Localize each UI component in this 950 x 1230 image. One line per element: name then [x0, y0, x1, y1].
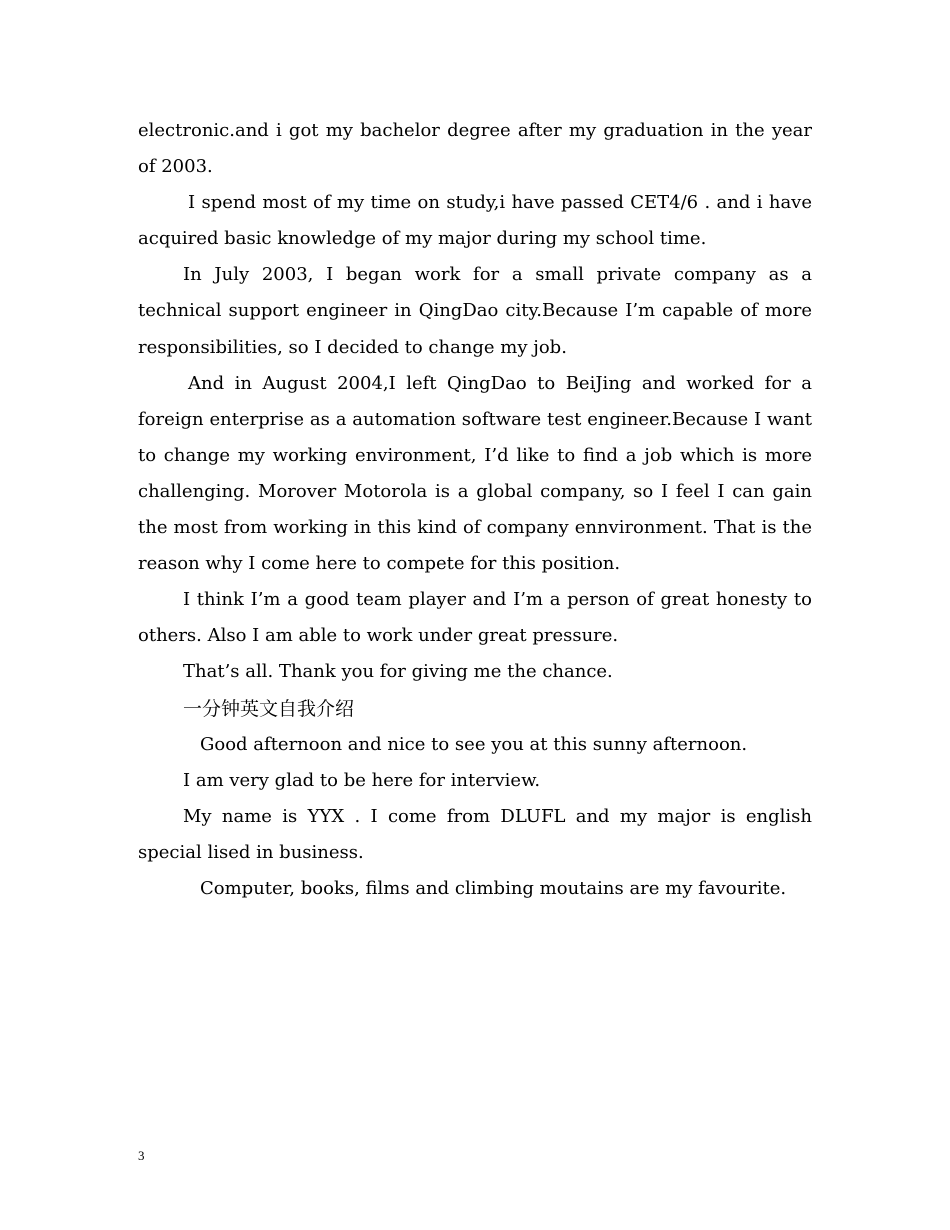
paragraph-closing: That’s all. Thank you for giving me the chance. [183, 661, 613, 683]
paragraph-study: I spend most of my time on study,i have passed CET4/6 . and i have acquired basic knowledge of my major during my school time. [138, 192, 812, 250]
paragraph-hobbies: Computer, books, films and climbing moutains are my favourite. [200, 877, 787, 899]
page-number: 3 [138, 1148, 145, 1163]
paragraph-second-job: And in August 2004,I left QingDao to BeiJing and worked for a foreign enterprise as a automation software test engineer.Because I want to change my working environment, I’d like to find a job which is more challenging. Morover Motorola is a global company, so I feel I can gain the most from working in this kind of company ennvironment. That is the reason why I come here to compete for this position. [138, 372, 812, 575]
body-text [138, 113, 812, 907]
paragraph-name: My name is YYX . I come from DLUFL and my major is english special lised in business. [138, 805, 812, 863]
paragraph-first-job: In July 2003, I began work for a small private company as a technical support engineer in QingDao city.Because I’m capable of more responsibilities, so I decided to change my job. [138, 264, 812, 358]
paragraph-personality: I think I’m a good team player and I’m a person of great honesty to others. Also I am able to work under great pressure. [138, 589, 812, 647]
paragraph-greeting: Good afternoon and nice to see you at this sunny afternoon. [200, 733, 748, 755]
section-heading: 一分钟英文自我介绍 [183, 697, 355, 720]
paragraph-education: electronic.and i got my bachelor degree after my graduation in the year of 2003. [138, 120, 812, 178]
paragraph-interview: I am very glad to be here for interview. [183, 769, 541, 791]
